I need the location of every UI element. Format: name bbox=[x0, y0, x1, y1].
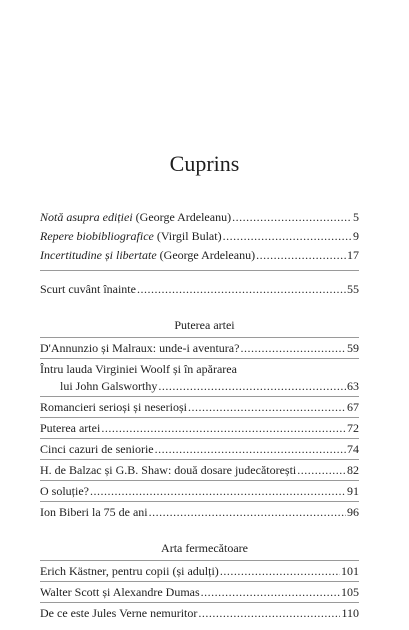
entry-page: 74 bbox=[347, 442, 359, 456]
entry-label: Cinci cazuri de seniorie bbox=[40, 442, 154, 456]
entry-page: 17 bbox=[347, 248, 359, 262]
entry-title-italic: Notă asupra ediției bbox=[40, 210, 133, 224]
section-heading: Puterea artei bbox=[174, 318, 235, 332]
entry-page: 55 bbox=[347, 282, 359, 296]
dot-leader bbox=[101, 421, 346, 436]
dot-leader bbox=[256, 248, 346, 263]
toc-entry bbox=[40, 400, 359, 415]
entry-author: (George Ardeleanu) bbox=[135, 210, 232, 224]
entry-page: 59 bbox=[347, 341, 359, 355]
toc-title: Cuprins bbox=[169, 151, 240, 176]
divider bbox=[40, 602, 359, 603]
entry-author: (Virgil Bulat) bbox=[156, 229, 222, 243]
dot-leader bbox=[188, 400, 346, 415]
dot-leader bbox=[201, 585, 340, 600]
dot-leader bbox=[240, 341, 346, 356]
entry-page: 67 bbox=[347, 400, 359, 414]
entry-page: 63 bbox=[347, 379, 359, 393]
entry-page: 91 bbox=[347, 484, 359, 498]
divider bbox=[40, 560, 359, 561]
divider bbox=[40, 501, 359, 502]
entry-label: De ce este Jules Verne nemuritor bbox=[40, 606, 198, 620]
dot-leader bbox=[155, 442, 346, 457]
toc-entry bbox=[40, 282, 359, 297]
dot-leader bbox=[158, 379, 346, 394]
entry-label: Ion Biberi la 75 de ani bbox=[40, 505, 148, 519]
dot-leader bbox=[223, 229, 352, 244]
entry-label: Romancieri serioși și neserioși bbox=[40, 400, 187, 414]
dot-leader bbox=[198, 606, 340, 621]
entry-label: D'Annunzio și Malraux: unde-i aventura? bbox=[40, 341, 240, 355]
entry-page: 110 bbox=[341, 606, 359, 620]
entry-page: 82 bbox=[347, 463, 359, 477]
divider bbox=[40, 480, 359, 481]
dot-leader bbox=[297, 463, 346, 478]
entry-label: Erich Kästner, pentru copii (și adulți) bbox=[40, 564, 219, 578]
entry-title-italic: Repere biobibliografice bbox=[40, 229, 154, 243]
dot-leader bbox=[220, 564, 340, 579]
divider bbox=[40, 417, 359, 418]
divider bbox=[40, 581, 359, 582]
entry-page: 96 bbox=[347, 505, 359, 519]
entry-label: Walter Scott și Alexandre Dumas bbox=[40, 585, 200, 599]
toc-entry bbox=[40, 341, 359, 356]
entry-author: (George Ardeleanu) bbox=[159, 248, 256, 262]
toc-entry bbox=[40, 606, 359, 621]
divider bbox=[40, 358, 359, 359]
dot-leader bbox=[232, 210, 352, 225]
dot-leader bbox=[149, 505, 346, 520]
toc-entry bbox=[40, 505, 359, 520]
entry-label bbox=[40, 229, 222, 244]
divider bbox=[40, 270, 359, 271]
divider bbox=[40, 337, 359, 338]
divider bbox=[40, 396, 359, 397]
toc-entry bbox=[40, 210, 359, 225]
entry-page: 5 bbox=[353, 210, 359, 224]
entry-label: O soluție? bbox=[40, 484, 89, 498]
section-heading: Arta fermecătoare bbox=[161, 541, 248, 555]
toc-entry bbox=[40, 463, 359, 478]
toc-entry bbox=[40, 229, 359, 244]
toc-entry bbox=[40, 362, 359, 394]
entry-label: Scurt cuvânt înainte bbox=[40, 282, 136, 296]
toc-entry bbox=[40, 442, 359, 457]
entry-label: H. de Balzac și G.B. Shaw: două dosare judecătorești bbox=[40, 463, 297, 477]
divider bbox=[40, 438, 359, 439]
entry-label: Puterea artei bbox=[40, 421, 101, 435]
entry-page: 101 bbox=[341, 564, 359, 578]
entry-title-italic: Incertitudine și libertate bbox=[40, 248, 157, 262]
entry-label: lui John Galsworthy bbox=[60, 379, 158, 393]
dot-leader bbox=[90, 484, 346, 499]
entry-label bbox=[40, 248, 255, 263]
toc-entry bbox=[40, 484, 359, 499]
toc-entry bbox=[40, 585, 359, 600]
divider bbox=[40, 459, 359, 460]
entry-label-line: Întru lauda Virginiei Woolf și în apărarea bbox=[40, 362, 237, 376]
entry-label bbox=[40, 210, 231, 225]
entry-page: 72 bbox=[347, 421, 359, 435]
dot-leader bbox=[137, 282, 346, 297]
entry-page: 105 bbox=[341, 585, 359, 599]
toc-entry bbox=[40, 248, 359, 263]
toc-entry bbox=[40, 421, 359, 436]
entry-page: 9 bbox=[353, 229, 359, 243]
toc-entry bbox=[40, 564, 359, 579]
